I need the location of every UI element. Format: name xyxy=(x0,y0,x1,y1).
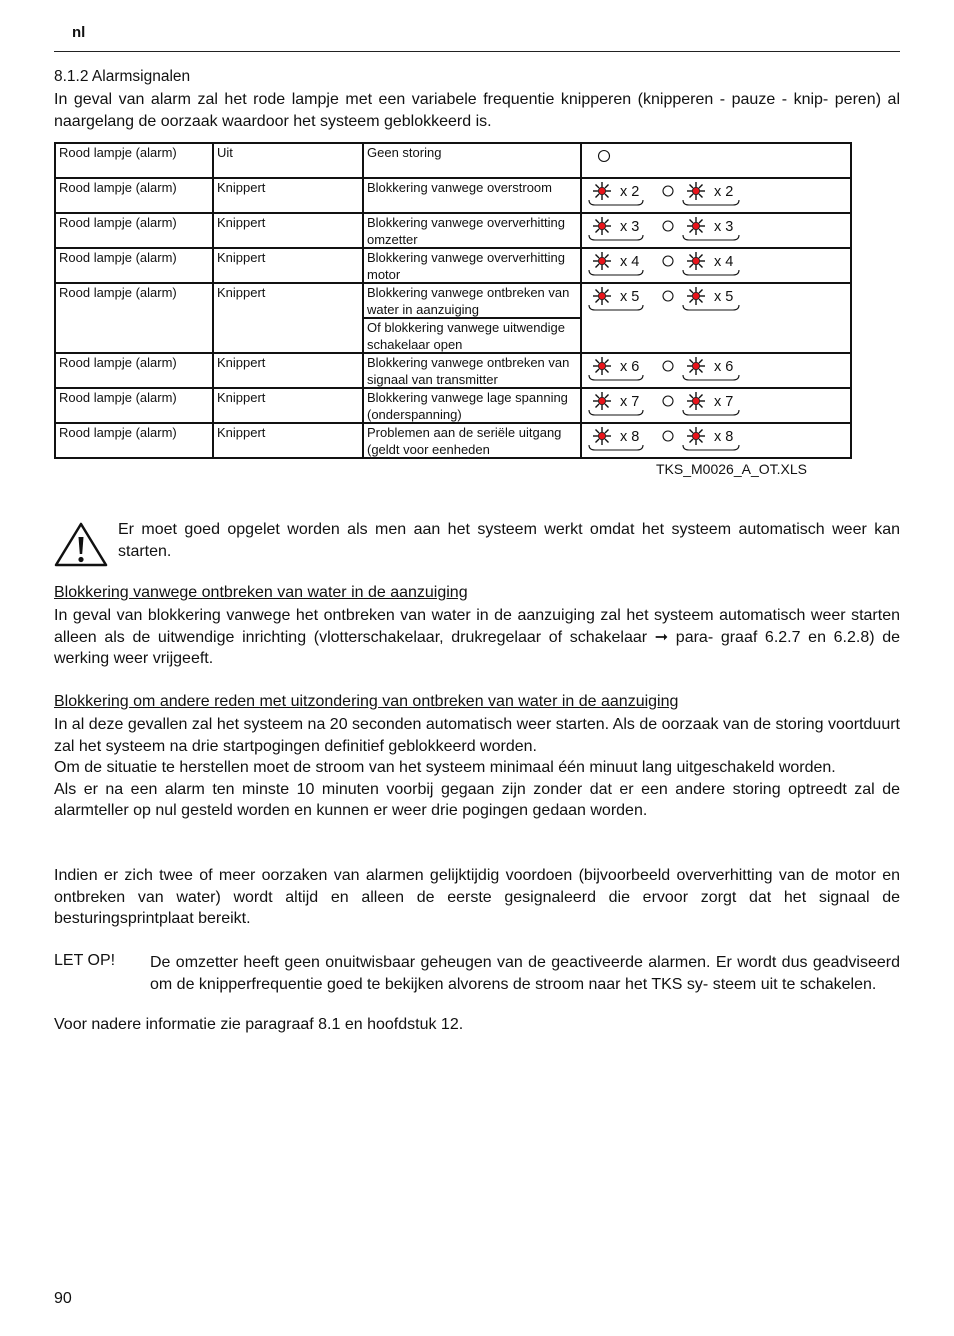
more-info-text: Voor nadere informatie zie paragraaf 8.1 en hoofdstuk 12. xyxy=(54,1016,464,1033)
alarm-signal-table xyxy=(54,142,852,459)
block1-text: In geval van blokkering vanwege het ontbreken van water in de aanzuiging zal het systeem automatisch weer starten alleen als de uitwendige inrichting (vlotterschakelaar, drukregelaar of schakelaar ➞ para- graaf 6.2.7 en 6.2.8) de werking weer vrijgeeft. xyxy=(54,607,900,667)
lamp-cell: Rood lampje (alarm) xyxy=(55,388,213,423)
block1-heading: Blokkering vanwege ontbreken van water in de aanzuiging xyxy=(54,584,468,601)
state-cell: Knippert xyxy=(213,213,363,248)
description-text: Blokkering vanwege oververhitting omzetter xyxy=(367,215,565,247)
warning-text: Er moet goed opgelet worden als men aan het systeem werkt omdat het systeem automatisch weer kan starten. xyxy=(118,521,900,560)
blink-count-first: x 7 xyxy=(620,394,640,410)
lamp-cell: Rood lampje (alarm) xyxy=(55,178,213,213)
table-source-label: TKS_M0026_A_OT.XLS xyxy=(656,461,807,477)
description-text: Blokkering vanwege ontbreken van water in aanzuiging xyxy=(364,284,580,319)
state-cell: Knippert xyxy=(213,353,363,388)
description-cell xyxy=(363,353,581,388)
signal-cell xyxy=(581,213,851,248)
note-label: LET OP! xyxy=(54,952,116,969)
blink-count-second: x 3 xyxy=(714,219,734,235)
table-row xyxy=(55,388,851,423)
signal-cell xyxy=(581,248,851,283)
description-cell xyxy=(363,143,581,178)
blink-count-first: x 3 xyxy=(620,219,640,235)
state-cell: Knippert xyxy=(213,388,363,423)
description-cell xyxy=(363,388,581,423)
blink-pattern xyxy=(585,214,850,247)
signal-cell xyxy=(581,353,851,388)
table-row xyxy=(55,178,851,213)
description-text: Blokkering vanwege lage spanning (onderspanning) xyxy=(367,390,568,422)
state-cell: Uit xyxy=(213,143,363,178)
description-cell xyxy=(363,283,581,353)
blink-count-first: x 6 xyxy=(620,359,640,375)
blink-pattern xyxy=(585,424,850,457)
description-cell xyxy=(363,213,581,248)
table-row xyxy=(55,248,851,283)
blink-count-second: x 6 xyxy=(714,359,734,375)
description-text: Blokkering vanwege oververhitting motor xyxy=(367,250,565,282)
table-row xyxy=(55,283,851,353)
block2-paragraph-1: In al deze gevallen zal het systeem na 20 seconden automatisch weer starten. Als de oorzaak van de storing voortduurt zal het systeem na drie startpogingen definitief geblokkeerd worden. xyxy=(54,716,900,755)
state-cell: Knippert xyxy=(213,178,363,213)
table-row xyxy=(55,213,851,248)
state-cell: Knippert xyxy=(213,423,363,458)
block3-text: Indien er zich twee of meer oorzaken van alarmen gelijktijdig voordoen (bijvoorbeeld oververhitting van de motor en ontbreken van water) wordt altijd en alleen de eerste gesignaleerd die ervoor zorgt dat het signaal de besturingsprintplaat bereikt. xyxy=(54,867,900,927)
blink-count-second: x 8 xyxy=(714,429,734,445)
lamp-cell: Rood lampje (alarm) xyxy=(55,143,213,178)
led-off-icon xyxy=(585,144,625,177)
note-text: De omzetter heeft geen onuitwisbaar geheugen van de geactiveerde alarmen. Er wordt dus geadviseerd om de knipperfrequentie goed te bekijken alvorens de stroom naar het TKS sy- steem uit te schakelen. xyxy=(150,954,900,993)
description-text: Blokkering vanwege ontbreken van signaal van transmitter xyxy=(367,355,570,387)
warning-triangle-icon xyxy=(54,521,108,567)
blink-pattern xyxy=(585,284,850,317)
blink-count-first: x 8 xyxy=(620,429,640,445)
block2-paragraph-2: Om de situatie te herstellen moet de stroom van het systeem minimaal één minuut lang uitgeschakeld worden. xyxy=(54,759,836,776)
signal-cell xyxy=(581,283,851,353)
blink-count-first: x 2 xyxy=(620,184,640,200)
blink-count-first: x 5 xyxy=(620,289,640,305)
table-row xyxy=(55,353,851,388)
block2-paragraph-3: Als er na een alarm ten minste 10 minuten voorbij gegaan zijn zonder dat er een andere storing optreedt zal de alarmteller op nul gesteld worden en kunnen er weer drie pogingen gedaan worden. xyxy=(54,780,900,819)
page-number: 90 xyxy=(54,1290,72,1307)
table-row xyxy=(55,143,851,178)
blink-pattern xyxy=(585,354,850,387)
block2-body xyxy=(54,714,900,822)
signal-cell xyxy=(581,388,851,423)
signal-cell xyxy=(581,143,851,178)
description-cell xyxy=(363,248,581,283)
blink-pattern xyxy=(585,249,850,282)
block2-heading: Blokkering om andere reden met uitzondering van ontbreken van water in de aanzuiging xyxy=(54,693,679,710)
description-text: Geen storing xyxy=(367,145,442,160)
lamp-cell: Rood lampje (alarm) xyxy=(55,283,213,353)
table-row xyxy=(55,423,851,458)
intro-paragraph: In geval van alarm zal het rode lampje met een variabele frequentie knipperen (knipperen - pauze - knip- peren) al naargelang de oorzaak waardoor het systeem geblokkeerd is. xyxy=(54,91,900,130)
blink-count-second: x 7 xyxy=(714,394,734,410)
blink-count-first: x 4 xyxy=(620,254,640,270)
lamp-cell: Rood lampje (alarm) xyxy=(55,353,213,388)
blink-pattern xyxy=(585,179,850,212)
signal-cell xyxy=(581,178,851,213)
blink-count-second: x 5 xyxy=(714,289,734,305)
language-label: nl xyxy=(72,24,86,41)
description-cell xyxy=(363,178,581,213)
description-cell xyxy=(363,423,581,458)
state-cell: Knippert xyxy=(213,283,363,353)
description-text-alt: Of blokkering vanwege uitwendige schakelaar open xyxy=(367,320,566,352)
lamp-cell: Rood lampje (alarm) xyxy=(55,423,213,458)
state-cell: Knippert xyxy=(213,248,363,283)
signal-cell xyxy=(581,423,851,458)
blink-count-second: x 4 xyxy=(714,254,734,270)
description-text: Blokkering vanwege overstroom xyxy=(367,180,552,195)
header-rule xyxy=(54,51,900,52)
blink-count-second: x 2 xyxy=(714,184,734,200)
description-text: Problemen aan de seriële uitgang (geldt voor eenheden xyxy=(367,425,562,457)
lamp-cell: Rood lampje (alarm) xyxy=(55,213,213,248)
section-title: 8.1.2 Alarmsignalen xyxy=(54,68,191,85)
lamp-cell: Rood lampje (alarm) xyxy=(55,248,213,283)
blink-pattern xyxy=(585,144,850,177)
blink-pattern xyxy=(585,389,850,422)
